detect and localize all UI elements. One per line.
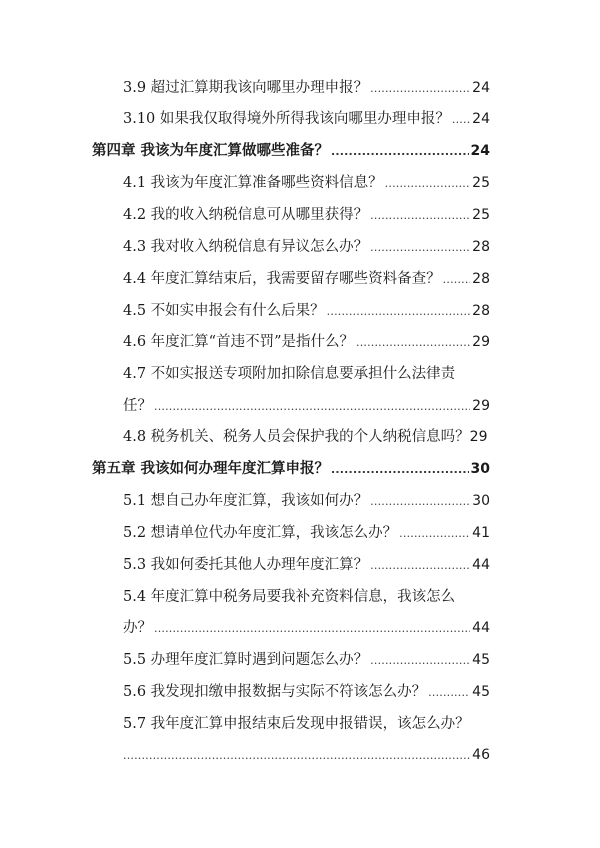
toc-entry-5-2[interactable] bbox=[123, 522, 490, 544]
dot-leader bbox=[327, 300, 471, 323]
toc-entry-title: 办？ bbox=[123, 620, 152, 636]
dot-leader bbox=[154, 395, 470, 418]
toc-entry-4-8[interactable] bbox=[123, 426, 503, 448]
dot-leader bbox=[331, 458, 468, 481]
dot-leader bbox=[123, 744, 470, 767]
toc-entry-5-7-line1[interactable] bbox=[123, 713, 490, 735]
toc-entry-5-3[interactable] bbox=[123, 554, 490, 576]
toc-entry-title: 5.7 我年度汇算申报结束后发现申报错误，该怎么办？ bbox=[123, 716, 470, 732]
toc-entry-page: 41 bbox=[472, 525, 490, 541]
toc-entry-title: 4.6 年度汇算“首违不罚”是指什么？ bbox=[123, 334, 354, 350]
dot-leader bbox=[370, 554, 470, 577]
toc-entry-4-5[interactable] bbox=[123, 300, 490, 322]
toc-entry-title: 5.2 想请单位代办年度汇算，我该怎么办？ bbox=[123, 525, 398, 541]
toc-entry-5-4-line1[interactable] bbox=[123, 586, 490, 608]
dot-leader bbox=[154, 617, 470, 640]
toc-entry-page: 28 bbox=[472, 303, 490, 319]
toc-entry-title: 4.1 我该为年度汇算准备哪些资料信息？ bbox=[123, 175, 383, 191]
toc-entry-page: 30 bbox=[472, 493, 490, 509]
toc-entry-5-1[interactable] bbox=[123, 490, 490, 512]
toc-entry-4-1[interactable] bbox=[123, 172, 490, 194]
toc-entry-page: 24 bbox=[472, 111, 490, 127]
toc-entry-page: 25 bbox=[472, 175, 490, 191]
toc-entry-title: 5.6 我发现扣缴申报数据与实际不符该怎么办？ bbox=[123, 684, 427, 700]
toc-entry-page: 28 bbox=[472, 239, 490, 255]
dot-leader bbox=[331, 140, 468, 163]
toc-entry-5-4-line2[interactable] bbox=[123, 617, 490, 639]
toc-entry-page: 28 bbox=[472, 271, 490, 287]
toc-entry-page: 45 bbox=[472, 652, 490, 668]
toc-entry-title: 4.8 税务机关、税务人员会保护我的个人纳税信息吗？ bbox=[123, 429, 470, 445]
toc-entry-5-5[interactable] bbox=[123, 649, 490, 671]
toc-entry-page: 44 bbox=[472, 557, 490, 573]
toc-entry-title: 3.9 超过汇算期我该向哪里办理申报？ bbox=[123, 80, 369, 96]
dot-leader bbox=[370, 649, 470, 672]
dot-leader bbox=[370, 204, 470, 227]
toc-entry-title: 5.5 办理年度汇算时遇到问题怎么办？ bbox=[123, 652, 369, 668]
toc-entry-page: 44 bbox=[472, 620, 490, 636]
toc-entry-title: 4.5 不如实申报会有什么后果？ bbox=[123, 303, 325, 319]
toc-entry-title: 3.10 如果我仅取得境外所得我该向哪里办理申报？ bbox=[123, 111, 450, 127]
toc-entry-title: 4.7 不如实报送专项附加扣除信息要承担什么法律责 bbox=[123, 366, 456, 382]
toc-entry-page: 29 bbox=[472, 398, 490, 414]
dot-leader bbox=[370, 490, 470, 513]
toc-entry-page: 24 bbox=[470, 143, 490, 159]
toc-chapter-5[interactable] bbox=[92, 458, 490, 480]
toc-chapter-4[interactable] bbox=[92, 140, 490, 162]
toc-entry-title: 5.4 年度汇算中税务局要我补充资料信息，我该怎么 bbox=[123, 589, 456, 605]
toc-entry-page: 29 bbox=[469, 429, 488, 445]
toc-entry-title: 4.2 我的收入纳税信息可从哪里获得？ bbox=[123, 207, 369, 223]
toc-entry-page: 29 bbox=[472, 334, 490, 350]
toc-entry-4-7-line2[interactable] bbox=[123, 395, 490, 417]
dot-leader bbox=[385, 172, 471, 195]
toc-entry-page: 46 bbox=[472, 747, 490, 763]
toc-chapter-title: 第五章 我该如何办理年度汇算申报？ bbox=[92, 461, 330, 477]
toc-chapter-title: 第四章 我该为年度汇算做哪些准备？ bbox=[92, 143, 330, 159]
toc-entry-page: 45 bbox=[472, 684, 490, 700]
toc-entry-4-2[interactable] bbox=[123, 204, 490, 226]
dot-leader bbox=[370, 236, 470, 259]
toc-entry-5-7-line2[interactable] bbox=[123, 744, 490, 766]
toc-entry-title: 4.3 我对收入纳税信息有异议怎么办？ bbox=[123, 239, 369, 255]
toc-entry-page: 24 bbox=[472, 80, 490, 96]
dot-leader bbox=[452, 108, 470, 131]
toc-entry-title: 任？ bbox=[123, 398, 152, 414]
toc-entry-title: 4.4 年度汇算结束后，我需要留存哪些资料备查？ bbox=[123, 271, 441, 287]
toc-entry-4-3[interactable] bbox=[123, 236, 490, 258]
toc-entry-5-6[interactable] bbox=[123, 681, 490, 703]
dot-leader bbox=[356, 331, 470, 354]
dot-leader bbox=[443, 268, 471, 291]
toc-entry-page: 25 bbox=[472, 207, 490, 223]
toc-entry-3-10[interactable] bbox=[123, 108, 490, 130]
toc-entry-3-9[interactable] bbox=[123, 77, 490, 99]
toc-entry-4-7-line1[interactable] bbox=[123, 363, 490, 385]
dot-leader bbox=[370, 77, 470, 100]
toc-entry-4-6[interactable] bbox=[123, 331, 490, 353]
dot-leader bbox=[399, 522, 470, 545]
dot-leader bbox=[428, 681, 470, 704]
toc-entry-4-4[interactable] bbox=[123, 268, 490, 290]
toc-entry-title: 5.1 想自己办年度汇算，我该如何办？ bbox=[123, 493, 369, 509]
toc-entry-title: 5.3 我如何委托其他人办理年度汇算？ bbox=[123, 557, 369, 573]
toc-entry-page: 30 bbox=[470, 461, 490, 477]
